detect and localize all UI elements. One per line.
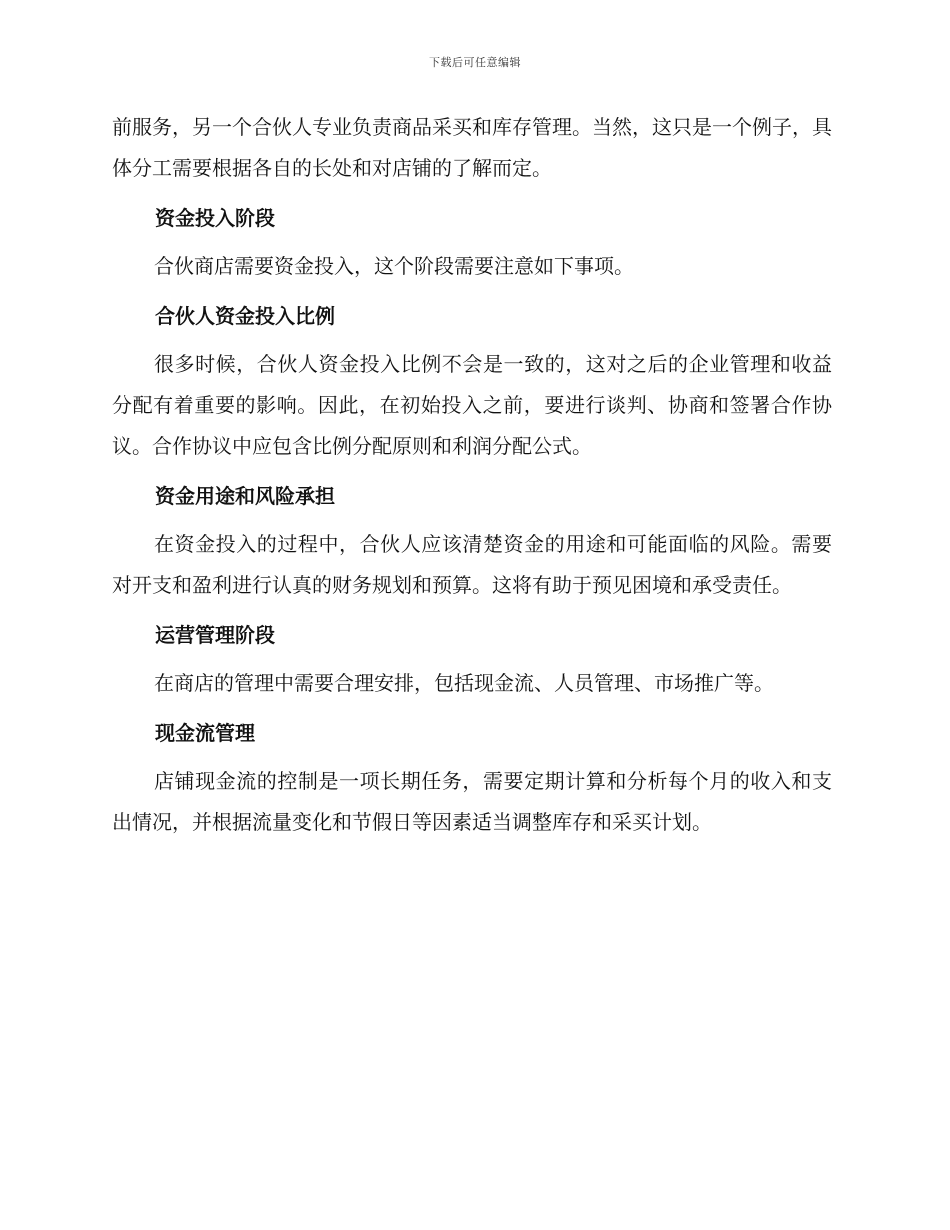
- paragraph-investment-ratio: 很多时候，合伙人资金投入比例不会是一致的，这对之后的企业管理和收益分配有着重要的影响。因此，在初始投入之前，要进行谈判、协商和签署合作协议。合作协议中应包含比例分配原则和利润分配公式。: [112, 352, 832, 458]
- page-header: 下载后可任意编辑: [429, 56, 521, 69]
- section-heading-operations: 运营管理阶段: [155, 623, 275, 647]
- paragraph-continued: 前服务，另一个合伙人专业负责商品采买和库存管理。当然，这只是一个例子，具体分工需要根据各自的长处和对店铺的了解而定。: [112, 115, 832, 180]
- document-body: [112, 107, 832, 843]
- paragraph-operations: 在商店的管理中需要合理安排，包括现金流、人员管理、市场推广等。: [154, 671, 774, 695]
- paragraph-fund-usage-risk: 在资金投入的过程中，合伙人应该清楚资金的用途和可能面临的风险。需要对开支和盈利进行认真的财务规划和预算。这将有助于预见困境和承受责任。: [112, 532, 832, 597]
- section-heading-fund-usage-risk: 资金用途和风险承担: [155, 484, 335, 508]
- paragraph-cash-flow: 店铺现金流的控制是一项长期任务，需要定期计算和分析每个月的收入和支出情况，并根据流量变化和节假日等因素适当调整库存和采买计划。: [112, 769, 832, 834]
- section-heading-investment-ratio: 合伙人资金投入比例: [155, 304, 335, 328]
- section-heading-cash-flow: 现金流管理: [155, 721, 255, 745]
- section-heading-capital-investment: 资金投入阶段: [155, 206, 275, 230]
- paragraph-capital-investment: 合伙商店需要资金投入，这个阶段需要注意如下事项。: [154, 254, 634, 278]
